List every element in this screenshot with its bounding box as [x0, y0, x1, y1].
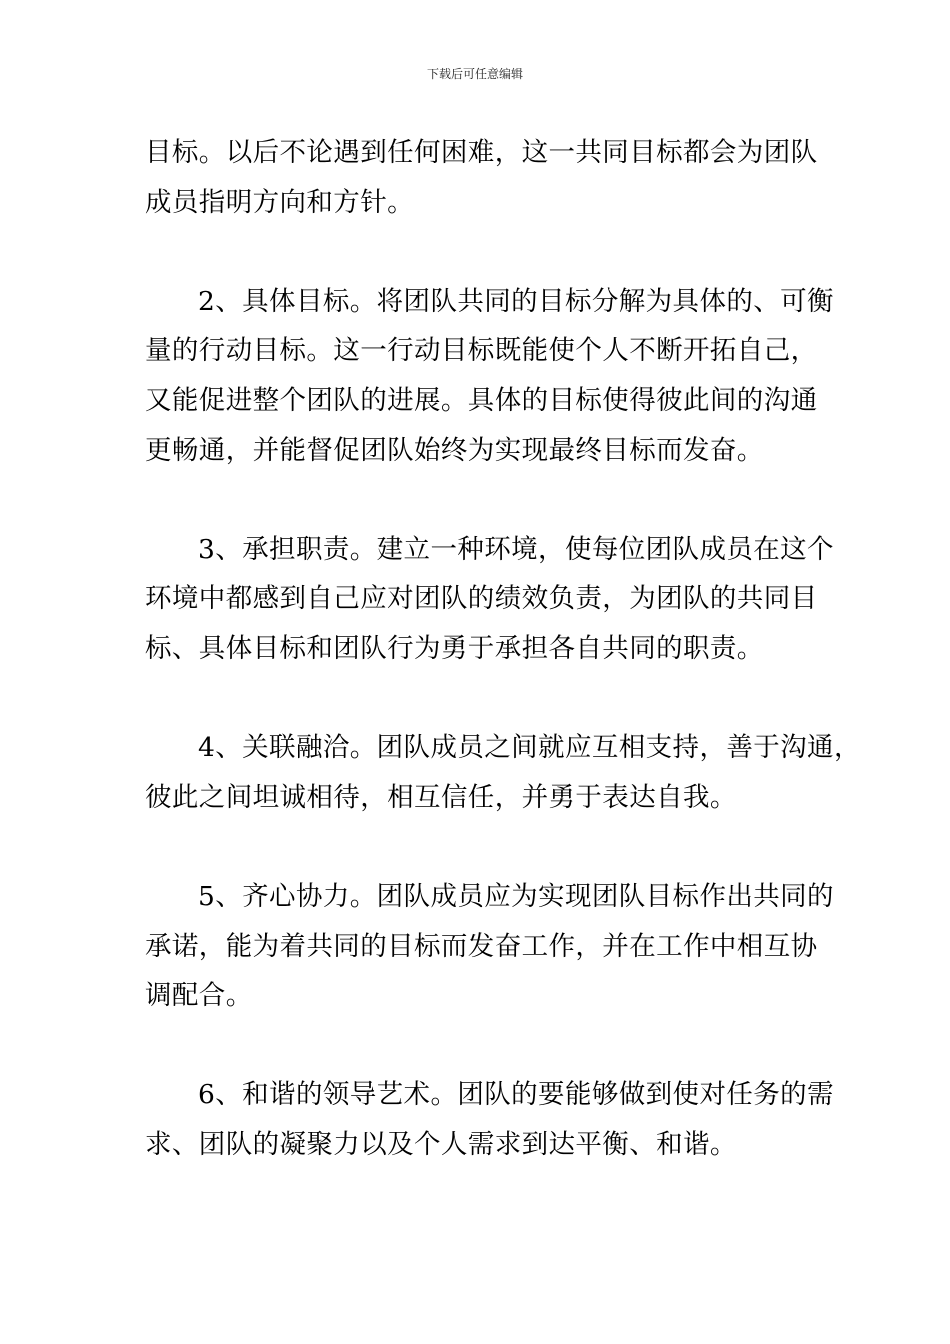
paragraph-harmony	[145, 723, 861, 822]
text-line: 更畅通，并能督促团队始终为实现最终目标而发奋。	[145, 434, 764, 466]
paragraph-responsibility	[145, 525, 834, 674]
paragraph-specific-goals	[145, 277, 834, 475]
text-line: 调配合。	[145, 980, 253, 1012]
text-line: 标、具体目标和团队行为勇于承担各自共同的职责。	[145, 632, 764, 664]
text-line: 6、和谐的领导艺术。团队的要能够做到使对任务的需	[198, 1079, 834, 1111]
text-line: 环境中都感到自己应对团队的绩效负责，为团队的共同目	[145, 583, 818, 615]
text-line: 5、齐心协力。团队成员应为实现团队目标作出共同的	[198, 880, 834, 912]
text-line: 目标。以后不论遇到任何困难，这一共同目标都会为团队	[145, 137, 818, 168]
text-line: 4、关联融洽。团队成员之间就应互相支持，善于沟通，	[198, 732, 861, 764]
page-header: 下载后可任意编辑	[426, 67, 523, 81]
text-line: 3、承担职责。建立一种环境，使每位团队成员在这个	[198, 533, 834, 565]
text-line: 成员指明方向和方针。	[145, 186, 414, 218]
text-line: 承诺，能为着共同的目标而发奋工作，并在工作中相互协	[145, 930, 818, 962]
paragraph-cooperation	[145, 872, 834, 1021]
text-line: 2、具体目标。将团队共同的目标分解为具体的、可衡	[198, 285, 834, 317]
document-body	[145, 128, 861, 1169]
text-line: 彼此之间坦诚相待，相互信任，并勇于表达自我。	[145, 781, 737, 813]
text-line: 求、团队的凝聚力以及个人需求到达平衡、和谐。	[145, 1128, 737, 1160]
text-line: 又能促进整个团队的进展。具体的目标使得彼此间的沟通	[145, 384, 818, 416]
paragraph-goal-continuation	[145, 128, 818, 227]
text-line: 量的行动目标。这一行动目标既能使个人不断开拓自己，	[145, 335, 818, 367]
paragraph-leadership	[145, 1070, 834, 1169]
